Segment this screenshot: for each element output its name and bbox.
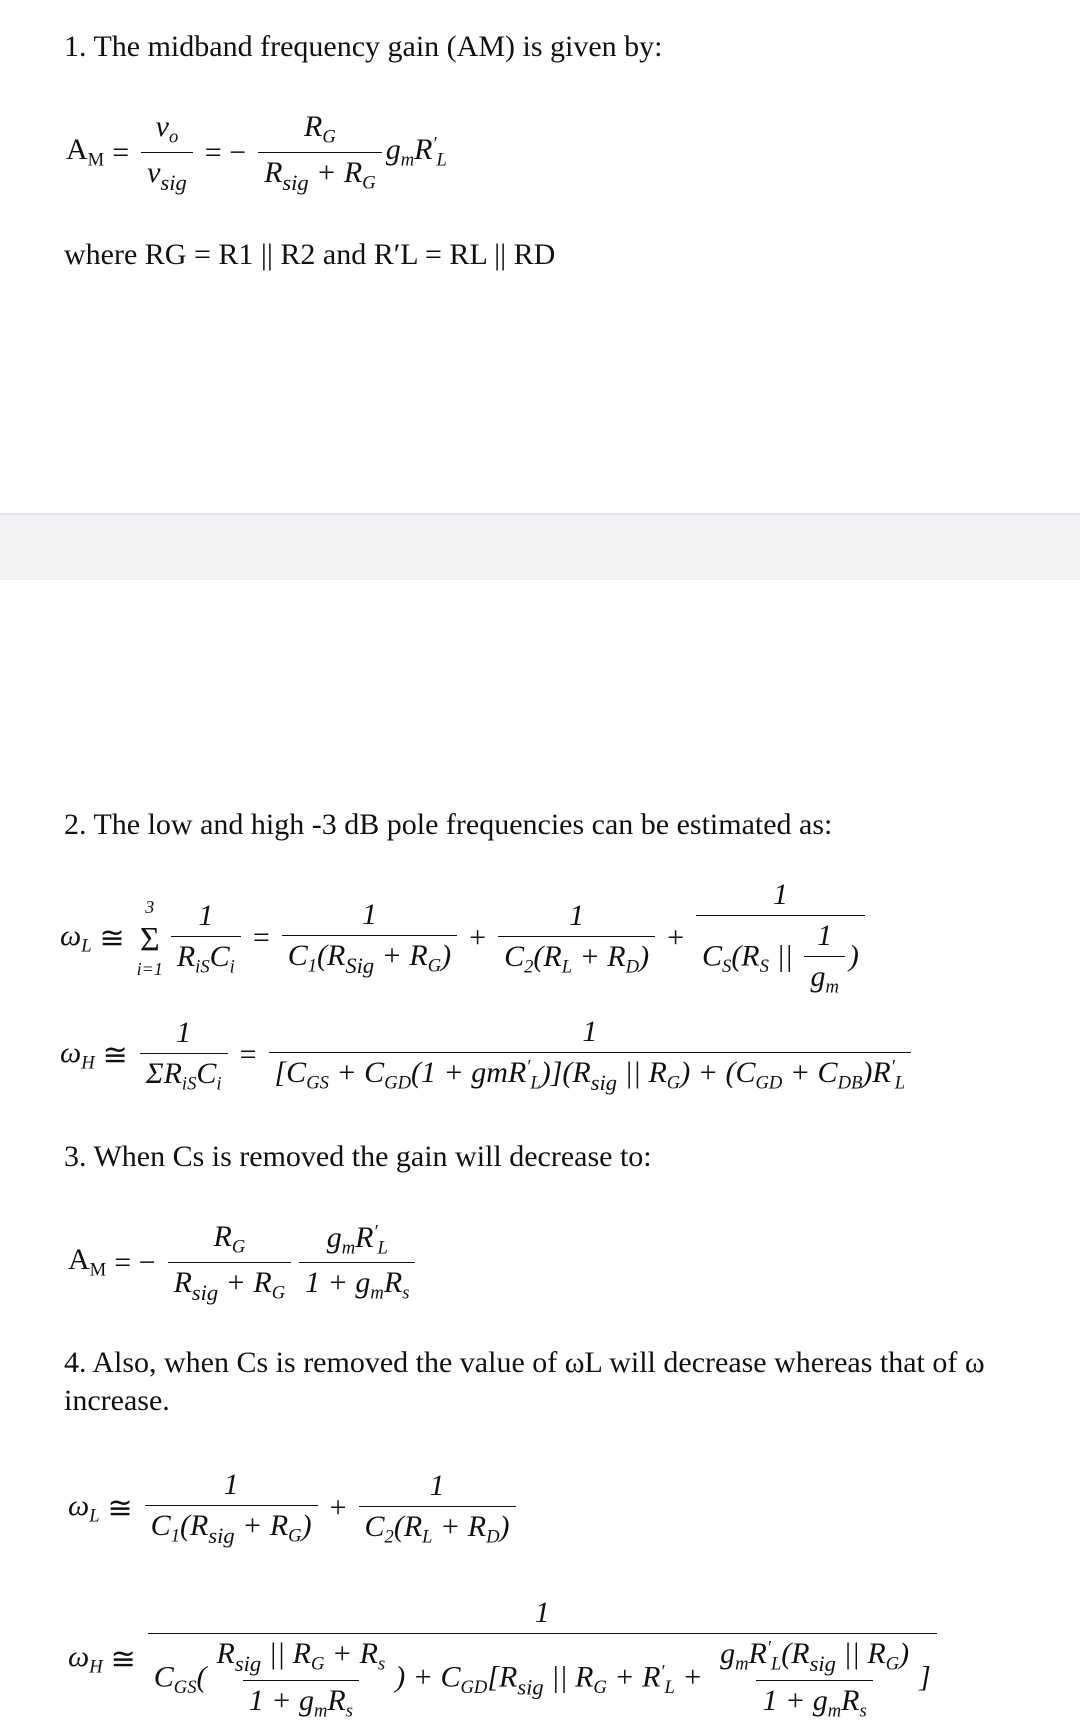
midband-gain-equation: $A_M$ = $\frac{v_o}{v_{sig}}$ = − $\frac{R_G}{R_{sig} + R_G}$ $g_mR'_L$ bbox=[66, 110, 447, 195]
section-2-heading: 2. The low and high -3 dB pole frequencies can be estimated as: bbox=[64, 808, 833, 841]
omega-high-without-cs-equation: $\omega_H$ ≅ 1 $C_{GS}$( $\frac{R_{sig} || R_G + R_s}{1 + g_mR_s}$ ) + $C_{GD}[R_{sig}$ || $R_G + R'_L$ + $\frac{g_mR'_L(R_{sig} || R_G)}{1 + g_mR_s}$ ] bbox=[68, 1596, 941, 1722]
omega-low-without-cs-equation: $\omega_L$ ≅ $\frac{1}{C_1(R_{sig} + R_G)}$ + $\frac{1}{C_2(R_L + R_D)}$ bbox=[68, 1468, 520, 1549]
section-4-heading-line-2: increase. bbox=[64, 1384, 170, 1417]
section-separator bbox=[0, 513, 1080, 580]
gain-without-cs-equation: $A_M$ = − $\frac{R_G}{R_{sig} + R_G}$ $\frac{g_mR'_L}{1 + g_mR_s}$ bbox=[68, 1220, 419, 1305]
omega-high-equation: $\omega_H$ ≅ $\frac{1}{\Sigma R_{iS}C_i}$ = $\frac{1}{[C_{GS} + C_{GD}(1 + gmR'_L)](R_{sig} || R_G) + (C_{GD} + C_{DB})R'_L}$ bbox=[60, 1015, 915, 1096]
where-definition: where RG = R1 || R2 and R′L = RL || RD bbox=[64, 238, 556, 271]
section-3-heading: 3. When Cs is removed the gain will decrease to: bbox=[64, 1140, 652, 1173]
section-1-heading: 1. The midband frequency gain (AM) is given by: bbox=[64, 30, 663, 63]
section-4-heading-line-1: 4. Also, when Cs is removed the value of ωL will decrease whereas that of ω bbox=[64, 1346, 985, 1379]
omega-low-equation: $\omega_L$ ≅ 3 Σ i=1 $\frac{1}{R_{iS}C_i}$ = $\frac{1}{C_1(R_{Sig} + R_G)}$ + $\frac{1}{C_2(R_L + R_D)}$ + 1 $C_S(R_S$ || $\frac{1}{g_m}$ ) bbox=[60, 878, 869, 999]
